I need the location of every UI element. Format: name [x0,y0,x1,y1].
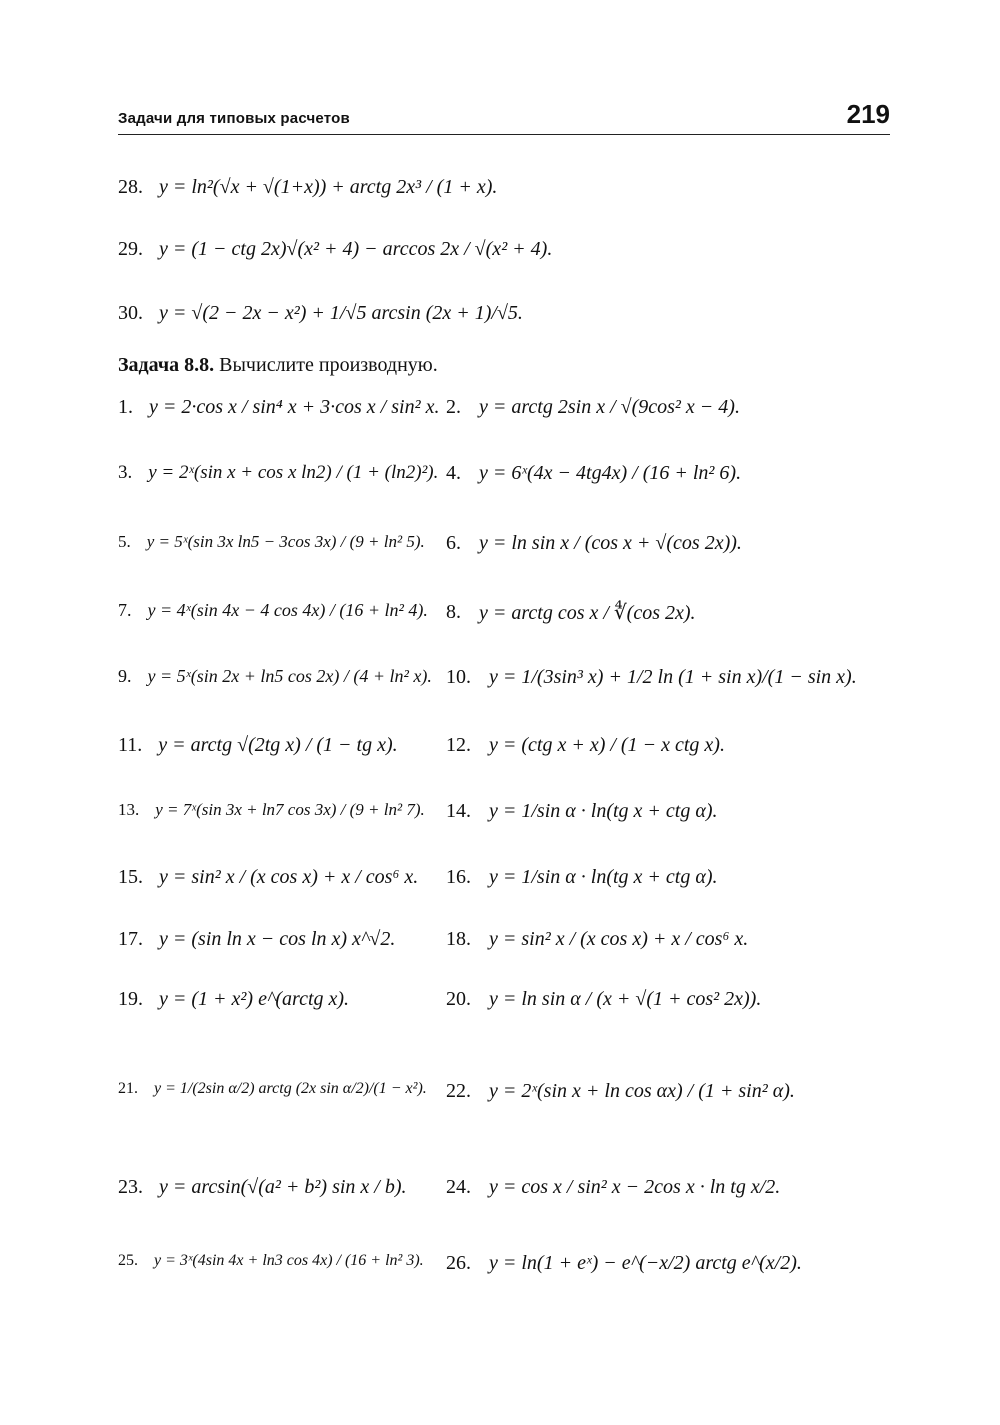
problem-number: 3. [118,462,133,483]
problem-14 [446,800,718,823]
problem-12 [446,734,725,757]
problem-number: 16. [446,866,471,888]
problem-number: 20. [446,988,471,1010]
problem-1 [118,396,439,419]
formula: y = 2ˣ(sin x + cos x ln2) / (1 + (ln2)²). [148,462,439,483]
formula: y = ln sin α / (x + √(1 + cos² 2x)). [489,988,762,1010]
formula: y = 7ˣ(sin 3x + ln7 cos 3x) / (9 + ln² 7). [155,800,425,819]
formula: y = 5ˣ(sin 2x + ln5 cos 2x) / (4 + ln² x). [147,666,432,686]
formula: y = (sin ln x − cos ln x) x^√2. [159,928,396,950]
problem-number: 21. [118,1080,138,1097]
problem-13 [118,800,425,820]
formula: y = ln(1 + eˣ) − e^(−x/2) arctg e^(x/2). [489,1252,802,1274]
problem-number: 6. [446,532,461,554]
problem-8 [446,600,696,625]
problem-9 [118,666,432,687]
running-title: Задачи для типовых расчетов [118,110,350,127]
problem-number: 11. [118,734,143,756]
formula: y = 1/sin α · ln(tg x + ctg α). [489,800,718,822]
problem-number: 29. [118,238,143,260]
task-heading [118,354,438,377]
formula: y = 5ˣ(sin 3x ln5 − 3cos 3x) / (9 + ln² 5). [146,532,425,551]
formula: y = 3ˣ(4sin 4x + ln3 cos 4x) / (16 + ln² 3). [154,1252,424,1269]
problem-number: 5. [118,532,131,551]
problem-number: 7. [118,600,132,620]
formula: y = (ctg x + x) / (1 − x ctg x). [489,734,725,756]
problem-number: 10. [446,666,471,688]
formula: y = arctg 2sin x / √(9cos² x − 4). [479,396,740,418]
formula: y = ln²(√x + √(1+x)) + arctg 2x³ / (1 + x). [159,176,498,198]
formula: y = (1 − ctg 2x)√(x² + 4) − arccos 2x / √(x² + 4). [159,238,553,260]
formula: y = 4ˣ(sin 4x − 4 cos 4x) / (16 + ln² 4). [147,600,428,620]
problem-21 [118,1080,427,1098]
problem-number: 1. [118,396,133,418]
formula: y = 2ˣ(sin x + ln cos αx) / (1 + sin² α). [489,1080,795,1102]
problem-29 [118,238,552,261]
formula: y = sin² x / (x cos x) + x / cos⁶ x. [489,928,749,950]
problem-30 [118,302,523,325]
page-number: 219 [846,99,890,129]
problem-number: 24. [446,1176,471,1198]
problem-number: 2. [446,396,461,418]
problem-number: 8. [446,601,461,623]
formula: y = cos x / sin² x − 2cos x · ln tg x/2. [489,1176,781,1198]
task-instruction: Вычислите производную. [219,354,438,376]
problem-number: 13. [118,800,140,819]
formula: y = arctg √(2tg x) / (1 − tg x). [158,734,398,756]
problem-number: 4. [446,462,461,484]
problem-10 [446,666,857,689]
problem-7 [118,600,428,621]
problem-number: 18. [446,928,471,950]
formula: y = arcsin(√(a² + b²) sin x / b). [159,1176,407,1198]
problem-19 [118,988,349,1011]
problem-15 [118,866,418,889]
problem-4 [446,462,741,485]
problem-number: 9. [118,666,132,686]
problem-number: 25. [118,1252,138,1269]
problem-23 [118,1176,407,1199]
problem-20 [446,988,761,1011]
problem-number: 28. [118,176,143,198]
problem-number: 23. [118,1176,143,1198]
problem-number: 30. [118,302,143,324]
problem-6 [446,532,742,555]
problem-number: 22. [446,1080,471,1102]
formula: y = 6ˣ(4x − 4tg4x) / (16 + ln² 6). [479,462,742,484]
problem-22 [446,1080,795,1103]
formula: y = sin² x / (x cos x) + x / cos⁶ x. [159,866,419,888]
task-label: Задача 8.8. [118,354,215,376]
formula: y = ln sin x / (cos x + √(cos 2x)). [479,532,742,554]
formula: y = arctg cos x / ∜(cos 2x). [479,602,696,624]
problem-28 [118,176,497,199]
problem-16 [446,866,718,889]
problem-number: 12. [446,734,471,756]
problem-number: 19. [118,988,143,1010]
problem-18 [446,928,748,951]
problem-26 [446,1252,802,1275]
formula: y = 1/sin α · ln(tg x + ctg α). [489,866,718,888]
formula: y = 1/(3sin³ x) + 1/2 ln (1 + sin x)/(1 − sin x). [489,666,857,688]
formula: y = 1/(2sin α/2) arctg (2x sin α/2)/(1 − x²). [154,1080,427,1097]
formula: y = 2·cos x / sin⁴ x + 3·cos x / sin² x. [149,396,440,418]
problem-11 [118,734,398,757]
formula: y = (1 + x²) e^(arctg x). [159,988,350,1010]
problem-3 [118,462,438,484]
problem-5 [118,532,425,552]
problem-number: 15. [118,866,143,888]
problem-25 [118,1252,424,1270]
problem-2 [446,396,740,419]
problem-number: 26. [446,1252,471,1274]
problem-number: 17. [118,928,143,950]
formula: y = √(2 − 2x − x²) + 1/√5 arcsin (2x + 1)/√5. [159,302,523,324]
problem-17 [118,928,395,951]
problem-24 [446,1176,780,1199]
page-header [118,100,890,135]
problem-number: 14. [446,800,471,822]
